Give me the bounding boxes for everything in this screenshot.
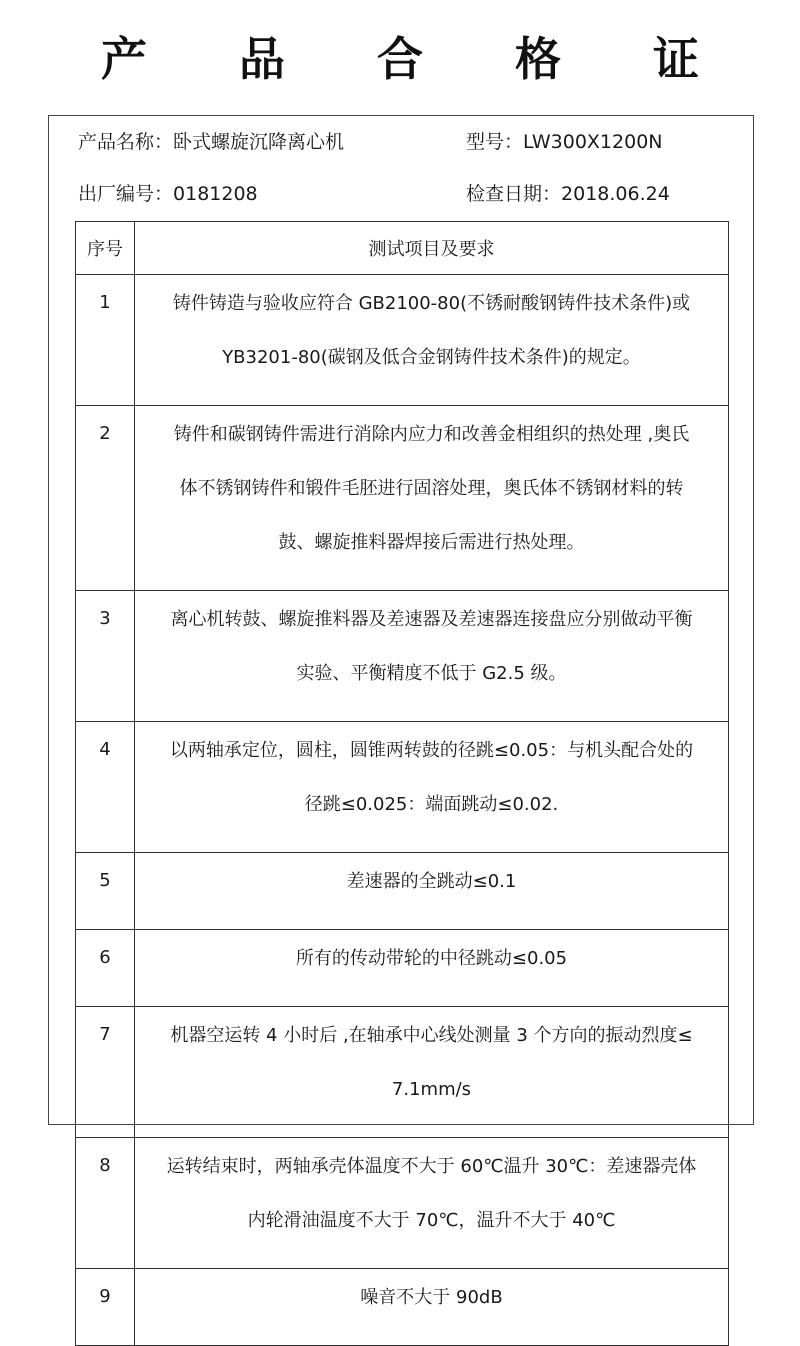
product-name-value: 卧式螺旋沉降离心机 — [173, 131, 345, 153]
row-description — [135, 1138, 729, 1269]
row-number: 4 — [76, 722, 135, 853]
row-description — [135, 275, 729, 406]
description-line: 所有的传动带轮的中径跳动≤0.05 — [295, 948, 568, 969]
row-number: 5 — [76, 853, 135, 930]
table-row — [76, 275, 729, 406]
row-description — [135, 1007, 729, 1138]
table-row — [76, 1269, 729, 1346]
row-number: 7 — [76, 1007, 135, 1138]
description-line: 噪音不大于 90dB — [360, 1287, 503, 1308]
header-no: 序号 — [76, 222, 135, 275]
row-description — [135, 591, 729, 722]
product-name-label: 产品名称： — [78, 131, 174, 153]
row-number: 1 — [76, 275, 135, 406]
table-body — [76, 275, 729, 1346]
row-number: 2 — [76, 406, 135, 591]
description-line: YB3201-80(碳钢及低合金钢铸件技术条件)的规定。 — [222, 347, 641, 368]
table-row — [76, 722, 729, 853]
row-number: 3 — [76, 591, 135, 722]
serial-value: 0181208 — [173, 183, 258, 205]
serial-label: 出厂编号： — [78, 183, 174, 205]
inspect-date-field — [466, 180, 670, 208]
serial-field — [78, 180, 258, 208]
row-number: 9 — [76, 1269, 135, 1346]
table-row — [76, 930, 729, 1007]
row-description — [135, 722, 729, 853]
row-description — [135, 853, 729, 930]
description-line: 鼓、螺旋推料器焊接后需进行热处理。 — [278, 532, 585, 553]
description-line: 离心机转鼓、螺旋推料器及差速器及差速器连接盘应分别做动平衡 — [170, 609, 693, 630]
row-description — [135, 1269, 729, 1346]
product-name-field — [78, 128, 344, 156]
description-line: 体不锈钢铸件和锻件毛胚进行固溶处理，奥氏体不锈钢材料的转 — [179, 478, 684, 499]
table-row — [76, 853, 729, 930]
inspect-date-label: 检查日期： — [466, 183, 562, 205]
model-value: LW300X1200N — [523, 131, 663, 153]
description-line: 机器空运转 4 小时后 ,在轴承中心线处测量 3 个方向的振动烈度≤ — [170, 1025, 693, 1046]
model-label: 型号： — [466, 131, 524, 153]
table-row — [76, 1007, 729, 1138]
table-row — [76, 1138, 729, 1269]
description-line: 径跳≤0.025：端面跳动≤0.02. — [304, 794, 559, 815]
description-line: 7.1mm/s — [391, 1079, 472, 1100]
description-line: 差速器的全跳动≤0.1 — [346, 871, 517, 892]
description-line: 铸件铸造与验收应符合 GB2100-80(不锈耐酸钢铸件技术条件)或 — [172, 293, 691, 314]
table-row — [76, 406, 729, 591]
row-number: 8 — [76, 1138, 135, 1269]
page-title: 产 品 合 格 证 — [100, 32, 738, 86]
table-row — [76, 591, 729, 722]
model-field — [466, 128, 663, 156]
row-description — [135, 406, 729, 591]
table-header-row — [76, 222, 729, 275]
header-desc: 测试项目及要求 — [135, 222, 729, 275]
row-description — [135, 930, 729, 1007]
description-line: 实验、平衡精度不低于 G2.5 级。 — [296, 663, 567, 684]
description-line: 以两轴承定位，圆柱，圆锥两转鼓的径跳≤0.05：与机头配合处的 — [169, 740, 694, 761]
description-line: 运转结束时，两轴承壳体温度不大于 60℃温升 30℃：差速器壳体 — [166, 1156, 697, 1177]
description-line: 铸件和碳钢铸件需进行消除内应力和改善金相组织的热处理 ,奥氏 — [173, 424, 690, 445]
row-number: 6 — [76, 930, 135, 1007]
spec-table — [75, 221, 729, 1346]
description-line: 内轮滑油温度不大于 70℃，温升不大于 40℃ — [247, 1210, 616, 1231]
inspect-date-value: 2018.06.24 — [561, 183, 670, 205]
